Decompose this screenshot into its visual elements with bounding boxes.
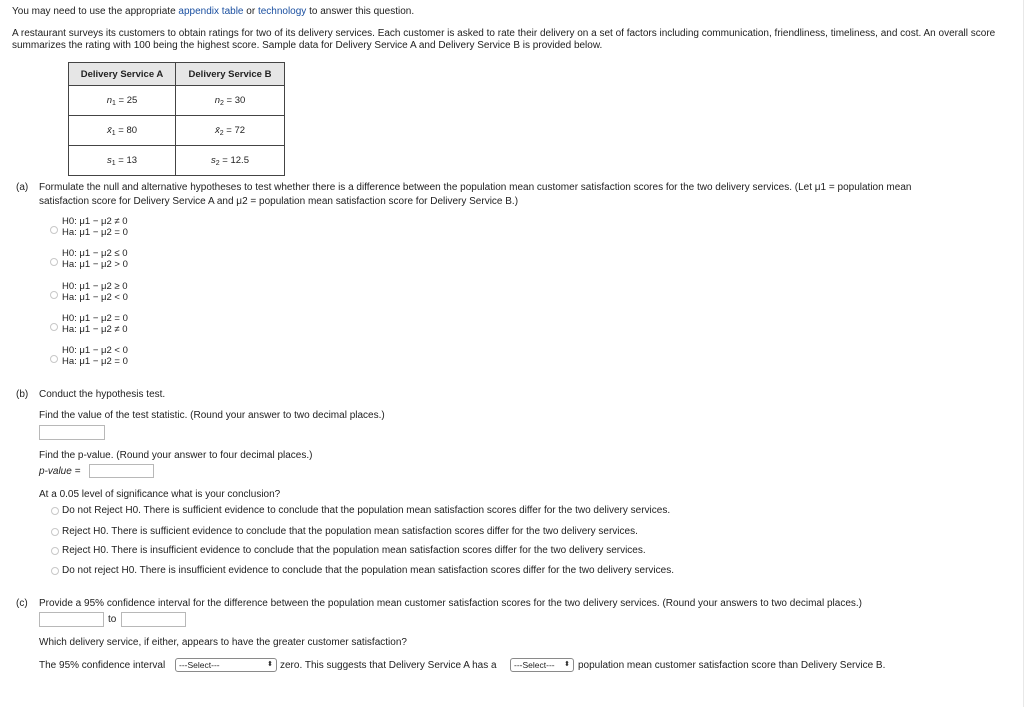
p-value-prompt: Find the p-value. (Round your answer to four decimal places.) xyxy=(39,450,313,461)
conclusion-option: Reject H0. There is sufficient evidence to conclude that the population mean satisfaction scores differ for the two delivery services. xyxy=(62,526,638,537)
table-cell: $n_1 = 25$ xyxy=(69,86,176,116)
select-arrows-icon: ⬍ xyxy=(564,661,570,668)
table-row xyxy=(69,86,285,116)
part-b-title: Conduct the hypothesis test. xyxy=(39,389,166,400)
problem-description: A restaurant surveys its customers to obtain ratings for two of its delivery services. Each customer is asked to rate their delivery on a set of factors including communication, friendliness, timeliness, and cost. An overall score summarizes the rating with 100 being the highest score. Sample data for Delivery Service A and Delivery Service B is provided below. xyxy=(12,28,996,51)
ci-lower-input[interactable] xyxy=(39,612,104,627)
to-label: to xyxy=(108,614,117,625)
table-header: Delivery Service A xyxy=(69,63,176,86)
table-row xyxy=(69,146,285,176)
instructions-text: to answer this question. xyxy=(306,6,415,17)
part-a-question: Formulate the null and alternative hypotheses to test whether there is a difference between the population mean customer satisfaction scores for the two delivery services. (Let μ1 = population mean xyxy=(39,182,912,193)
table-row xyxy=(69,116,285,146)
instructions-line xyxy=(12,6,414,17)
table-cell: $s_2 = 12.5$ xyxy=(176,146,285,176)
conclusion-option: Do not Reject H0. There is sufficient evidence to conclude that the population mean satisfaction scores differ for the two delivery services. xyxy=(62,505,671,516)
sentence-middle: zero. This suggests that Delivery Service A has a xyxy=(280,660,497,671)
table-cell: $x̄_2 = 72$ xyxy=(176,116,285,146)
which-service-prompt: Which delivery service, if either, appears to have the greater customer satisfaction? xyxy=(39,637,407,648)
ci-zero-select[interactable]: ---Select--- ⬍ xyxy=(175,658,277,672)
conclusion-option-radio[interactable] xyxy=(51,547,59,555)
table-header-row xyxy=(69,63,285,86)
part-b-label: (b) xyxy=(16,389,29,400)
hypothesis-option-radio[interactable] xyxy=(50,258,58,266)
conclusion-option-radio[interactable] xyxy=(51,567,59,575)
sentence-start: The 95% confidence interval xyxy=(39,660,166,671)
ci-upper-input[interactable] xyxy=(121,612,186,627)
technology-link[interactable]: technology xyxy=(257,6,307,17)
conclusion-prompt: At a 0.05 level of significance what is your conclusion? xyxy=(39,489,281,500)
hypothesis-option-radio[interactable] xyxy=(50,291,58,299)
hypothesis-option: H0: μ1 − μ2 ≥ 0 Ha: μ1 − μ2 < 0 xyxy=(62,281,128,303)
select-arrows-icon: ⬍ xyxy=(267,661,273,668)
conclusion-option-radio[interactable] xyxy=(51,507,59,515)
sentence-end: population mean customer satisfaction score than Delivery Service B. xyxy=(578,660,886,671)
table-cell: $n_2 = 30$ xyxy=(176,86,285,116)
instructions-text: You may need to use the appropriate xyxy=(12,6,179,17)
sample-data-table xyxy=(68,62,285,176)
hypothesis-option: H0: μ1 − μ2 < 0 Ha: μ1 − μ2 = 0 xyxy=(62,345,128,367)
part-a-label: (a) xyxy=(16,182,29,193)
table-cell: $x̄_1 = 80$ xyxy=(69,116,176,146)
part-a-question: satisfaction score for Delivery Service A and μ2 = population mean satisfaction score for Delivery Service B.) xyxy=(39,196,519,207)
conclusion-option: Do not reject H0. There is insufficient evidence to conclude that the population mean satisfaction scores differ for the two delivery services. xyxy=(62,565,674,576)
appendix-table-link[interactable]: appendix table xyxy=(178,6,244,17)
instructions-text: or xyxy=(243,6,258,17)
comparison-select[interactable]: ---Select--- ⬍ xyxy=(510,658,574,672)
table-cell: $s_1 = 13$ xyxy=(69,146,176,176)
hypothesis-option: H0: μ1 − μ2 ≤ 0 Ha: μ1 − μ2 > 0 xyxy=(62,248,128,270)
hypothesis-option-radio[interactable] xyxy=(50,355,58,363)
conclusion-option-radio[interactable] xyxy=(51,528,59,536)
hypothesis-option: H0: μ1 − μ2 ≠ 0 Ha: μ1 − μ2 = 0 xyxy=(62,216,128,238)
test-statistic-input[interactable] xyxy=(39,425,105,440)
part-c-prompt: Provide a 95% confidence interval for the difference between the population mean customer satisfaction scores for the two delivery services. (Round your answers to two decimal places.) xyxy=(39,598,863,609)
hypothesis-option-radio[interactable] xyxy=(50,226,58,234)
hypothesis-option-radio[interactable] xyxy=(50,323,58,331)
conclusion-option: Reject H0. There is insufficient evidence to conclude that the population mean satisfaction scores differ for the two delivery services. xyxy=(62,545,646,556)
test-statistic-prompt: Find the value of the test statistic. (Round your answer to two decimal places.) xyxy=(39,410,385,421)
p-value-label: p-value = xyxy=(39,466,81,477)
hypothesis-option: H0: μ1 − μ2 = 0 Ha: μ1 − μ2 ≠ 0 xyxy=(62,313,128,335)
table-header: Delivery Service B xyxy=(176,63,285,86)
part-c-label: (c) xyxy=(16,598,28,609)
p-value-input[interactable] xyxy=(89,464,154,478)
